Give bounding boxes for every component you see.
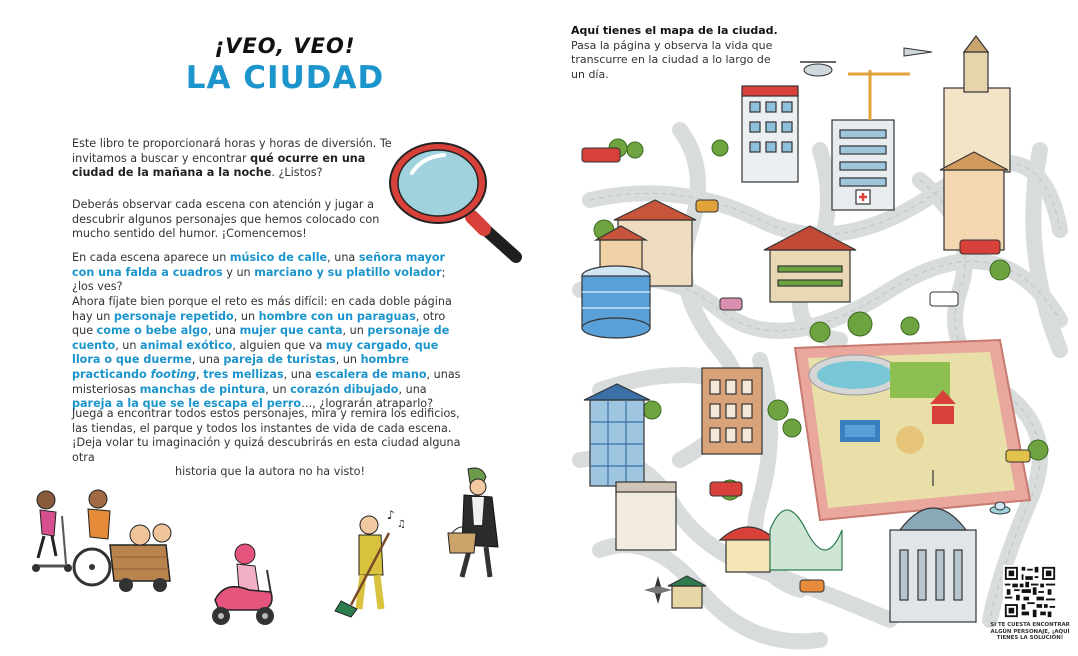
map-intro-lead: Aquí tienes el mapa de la ciudad.: [571, 24, 778, 37]
intro-paragraph: Este libro te proporcionará horas y horas de diversión. Te invitamos a buscar y encontrar qué ocurre en una ciudad de la mañana a la noche. ¿Listos?: [72, 137, 392, 180]
old-man-with-basket-illustration: [442, 465, 512, 583]
instructions-paragraph: Deberás observar cada escena con atención y jugar a descubrir algunos personajes que hemos colocado con mucho sentido del humor. ¡Comencemos!: [72, 198, 380, 241]
svg-text:♪: ♪: [387, 508, 395, 522]
closing-paragraph: Juega a encontrar todos estos personajes, mira y remira los edificios, las tiendas, el parque y todos los instantes de vida de cada escena. ¡Deja volar tu imaginación y quizá descubrirás en esta ciudad alguna otra historia que la autora no ha visto!: [72, 407, 461, 479]
recurring-characters-paragraph: En cada escena aparece un músico de calle, una señora mayor con una falda a cuadros y un marciano y su platillo volador; ¿los ves?: [72, 251, 446, 294]
magnifying-glass-icon: [386, 135, 526, 265]
page-title: LA CIUDAD: [185, 60, 385, 96]
kicker-title: ¡VEO, VEO!: [214, 34, 356, 58]
cyclist-with-cargo-illustration: [70, 485, 190, 595]
street-sweeper-illustration: [333, 505, 413, 620]
svg-text:♫: ♫: [397, 519, 406, 530]
compass-rose-icon: [644, 576, 672, 604]
woman-on-scooter-illustration: [205, 540, 285, 628]
city-map-illustration: [560, 30, 1070, 650]
qr-code-icon[interactable]: [1003, 565, 1057, 619]
challenge-paragraph: Ahora fíjate bien porque el reto es más difícil: en cada doble página hay un personaje repetido, un hombre con un paraguas, otro que come o bebe algo, una mujer que canta, un personaje de cuento, un animal exótico, alguien que va muy cargado, que llora o que duerme, una pareja de turistas, un hombre practicando footing, tres mellizas, una escalera de mano, unas misteriosas manchas de pintura, un corazón dibujado, una pareja a la que se le escapa el perro…, ¿lograrán atraparlo?: [72, 295, 461, 411]
map-intro-text: Pasa la página y observa la vida que transcurre en la ciudad a lo largo de un día.: [571, 38, 773, 81]
kid-on-scooter-illustration: [26, 486, 76, 576]
qr-caption: SI TE CUESTA ENCONTRAR ALGÚN PERSONAJE, ¡AQUÍ TIENES LA SOLUCIÓN!: [990, 622, 1070, 642]
